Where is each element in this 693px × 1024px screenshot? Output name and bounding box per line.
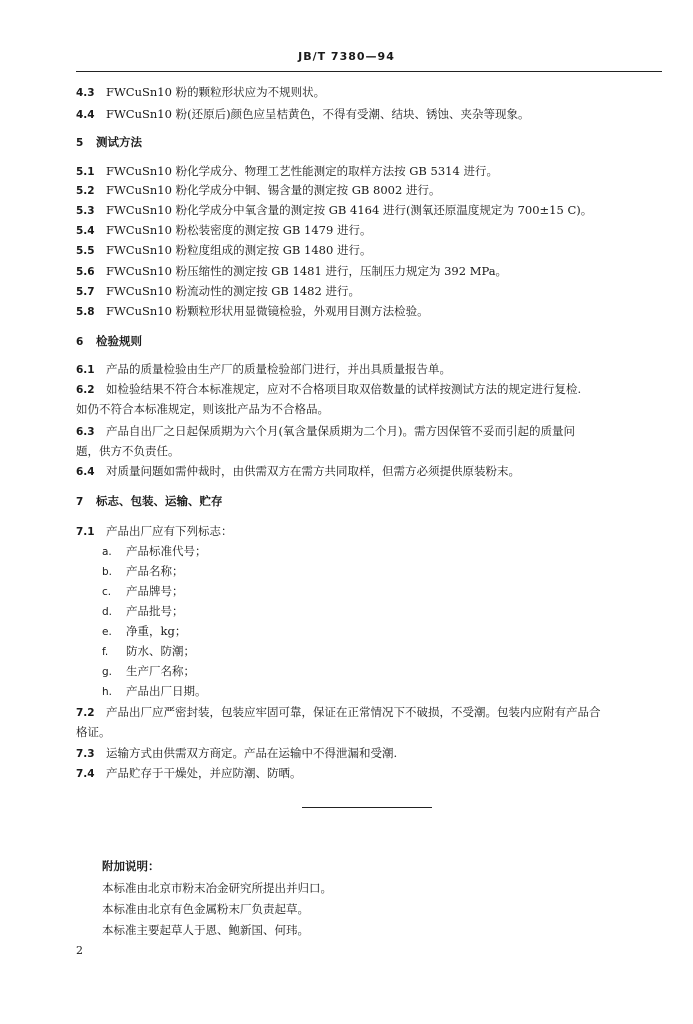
clause-number: 6.2	[76, 384, 95, 396]
clause-6-4	[76, 463, 666, 480]
clause-7-3	[76, 745, 666, 762]
additional-note-line: 本标准由北京市粉末冶金研究所提出并归口。	[102, 881, 332, 895]
clause-text: 产品出厂应严密封装，包装应牢固可靠，保证在正常情况下不破损，不受潮。包装内应附有产品合	[106, 705, 601, 719]
clause-6-2-continued: 如仍不符合本标准规定，则该批产品为不合格品。	[76, 402, 329, 416]
clause-7-2-continued: 格证。	[76, 725, 111, 739]
list-item-a	[102, 543, 692, 560]
clause-4-4	[76, 106, 666, 123]
list-item-text: 生产厂名称；	[126, 664, 195, 678]
clause-number: 7.2	[76, 707, 95, 719]
clause-7-2	[76, 704, 666, 721]
clause-number: 5.6	[76, 266, 95, 278]
list-item-text: 产品名称；	[126, 564, 184, 578]
list-item-text: 产品批号；	[126, 604, 184, 618]
section-title: 检验规则	[96, 334, 142, 348]
clause-text: 产品出厂应有下列标志：	[106, 524, 233, 538]
clause-6-1	[76, 361, 666, 378]
header-rule	[76, 71, 662, 72]
clause-number: 5.4	[76, 225, 95, 237]
clause-6-3-continued: 题，供方不负责任。	[76, 444, 180, 458]
clause-5-3	[76, 202, 666, 219]
clause-6-3	[76, 423, 666, 440]
clause-7-4	[76, 765, 666, 782]
clause-text: FWCuSn10 粉的颗粒形状应为不规则状。	[106, 85, 326, 99]
clause-5-7	[76, 283, 666, 300]
list-item-text: 防水、防潮；	[126, 644, 195, 658]
clause-6-2	[76, 381, 666, 398]
page-header-standard-code: JB/T 7380—94	[298, 50, 395, 63]
clause-number: 5.5	[76, 245, 95, 257]
list-item-marker: c.	[102, 586, 112, 598]
section-title: 测试方法	[96, 135, 142, 149]
clause-number: 6.1	[76, 364, 95, 376]
list-item-marker: h.	[102, 686, 112, 698]
list-item-d	[102, 603, 692, 620]
clause-text: 如检验结果不符合本标准规定，应对不合格项目取双倍数量的试样按测试方法的规定进行复检.	[106, 382, 582, 396]
clause-number: 7.3	[76, 748, 95, 760]
end-of-text-rule	[302, 807, 432, 808]
clause-7-1	[76, 523, 666, 540]
clause-number: 5.3	[76, 205, 95, 217]
clause-text: FWCuSn10 粉流动性的测定按 GB 1482 进行。	[106, 284, 360, 298]
clause-text: FWCuSn10 粉松装密度的测定按 GB 1479 进行。	[106, 223, 372, 237]
clause-text: 运输方式由供需双方商定。产品在运输中不得泄漏和受潮.	[106, 746, 398, 760]
list-item-text: 产品出厂日期。	[126, 684, 207, 698]
clause-5-4	[76, 222, 666, 239]
clause-text: FWCuSn10 粉化学成分中氧含量的测定按 GB 4164 进行(测氧还原温度规定为 700±15 C)。	[106, 203, 593, 217]
clause-number: 4.4	[76, 109, 95, 121]
list-item-marker: b.	[102, 566, 113, 578]
list-item-g	[102, 663, 692, 680]
list-item-marker: e.	[102, 626, 112, 638]
clause-number: 6.4	[76, 466, 95, 478]
list-item-b	[102, 563, 692, 580]
clause-number: 5.7	[76, 286, 95, 298]
clause-5-6	[76, 263, 666, 280]
clause-text: 对质量问题如需仲裁时，由供需双方在需方共同取样，但需方必须提供原装粉末。	[106, 464, 520, 478]
additional-note-line: 本标准由北京有色金属粉末厂负责起草。	[102, 902, 309, 916]
list-item-marker: d.	[102, 606, 113, 618]
clause-5-5	[76, 242, 666, 259]
clause-number: 5.1	[76, 166, 95, 178]
section-number: 5	[76, 137, 84, 149]
clause-5-8	[76, 303, 666, 320]
clause-text: 产品贮存于干燥处，并应防潮、防晒。	[106, 766, 302, 780]
clause-number: 7.1	[76, 526, 95, 538]
list-item-c	[102, 583, 692, 600]
clause-text: FWCuSn10 粉(还原后)颜色应呈桔黄色，不得有受潮、结块、锈蚀、夹杂等现象。	[106, 107, 530, 121]
clause-number: 4.3	[76, 87, 95, 99]
clause-number: 6.3	[76, 426, 95, 438]
clause-number: 5.2	[76, 185, 95, 197]
list-item-marker: g.	[102, 666, 113, 678]
clause-text: FWCuSn10 粉颗粒形状用显微镜检验，外观用目测方法检验。	[106, 304, 429, 318]
clause-5-2	[76, 182, 666, 199]
list-item-h	[102, 683, 692, 700]
section-number: 6	[76, 336, 84, 348]
section-number: 7	[76, 496, 84, 508]
clause-number: 5.8	[76, 306, 95, 318]
additional-note-line: 本标准主要起草人于恩、鲍新国、何玮。	[102, 923, 309, 937]
clause-text: FWCuSn10 粉压缩性的测定按 GB 1481 进行，压制压力规定为 392 MPa。	[106, 264, 508, 278]
clause-text: 产品的质量检验由生产厂的质量检验部门进行，并出具质量报告单。	[106, 362, 451, 376]
list-item-e	[102, 623, 692, 640]
list-item-text: 产品标准代号；	[126, 544, 207, 558]
clause-text: FWCuSn10 粉粒度组成的测定按 GB 1480 进行。	[106, 243, 372, 257]
clause-text: 产品自出厂之日起保质期为六个月(氧含量保质期为二个月)。需方因保管不妥而引起的质量问	[106, 424, 575, 438]
clause-4-3	[76, 84, 666, 101]
list-item-marker: a.	[102, 546, 112, 558]
list-item-text: 净重，kg；	[126, 624, 187, 638]
section-6-heading	[76, 333, 666, 350]
clause-5-1	[76, 163, 666, 180]
section-5-heading	[76, 134, 666, 151]
clause-number: 7.4	[76, 768, 95, 780]
list-item-text: 产品牌号；	[126, 584, 184, 598]
section-7-heading	[76, 493, 666, 510]
section-title: 标志、包装、运输、贮存	[96, 494, 223, 508]
additional-notes-title: 附加说明：	[102, 859, 160, 873]
list-item-marker: f.	[102, 646, 109, 658]
page-number: 2	[76, 944, 83, 957]
clause-text: FWCuSn10 粉化学成分、物理工艺性能测定的取样方法按 GB 5314 进行。	[106, 164, 498, 178]
list-item-f	[102, 643, 692, 660]
clause-text: FWCuSn10 粉化学成分中铜、锡含量的测定按 GB 8002 进行。	[106, 183, 441, 197]
